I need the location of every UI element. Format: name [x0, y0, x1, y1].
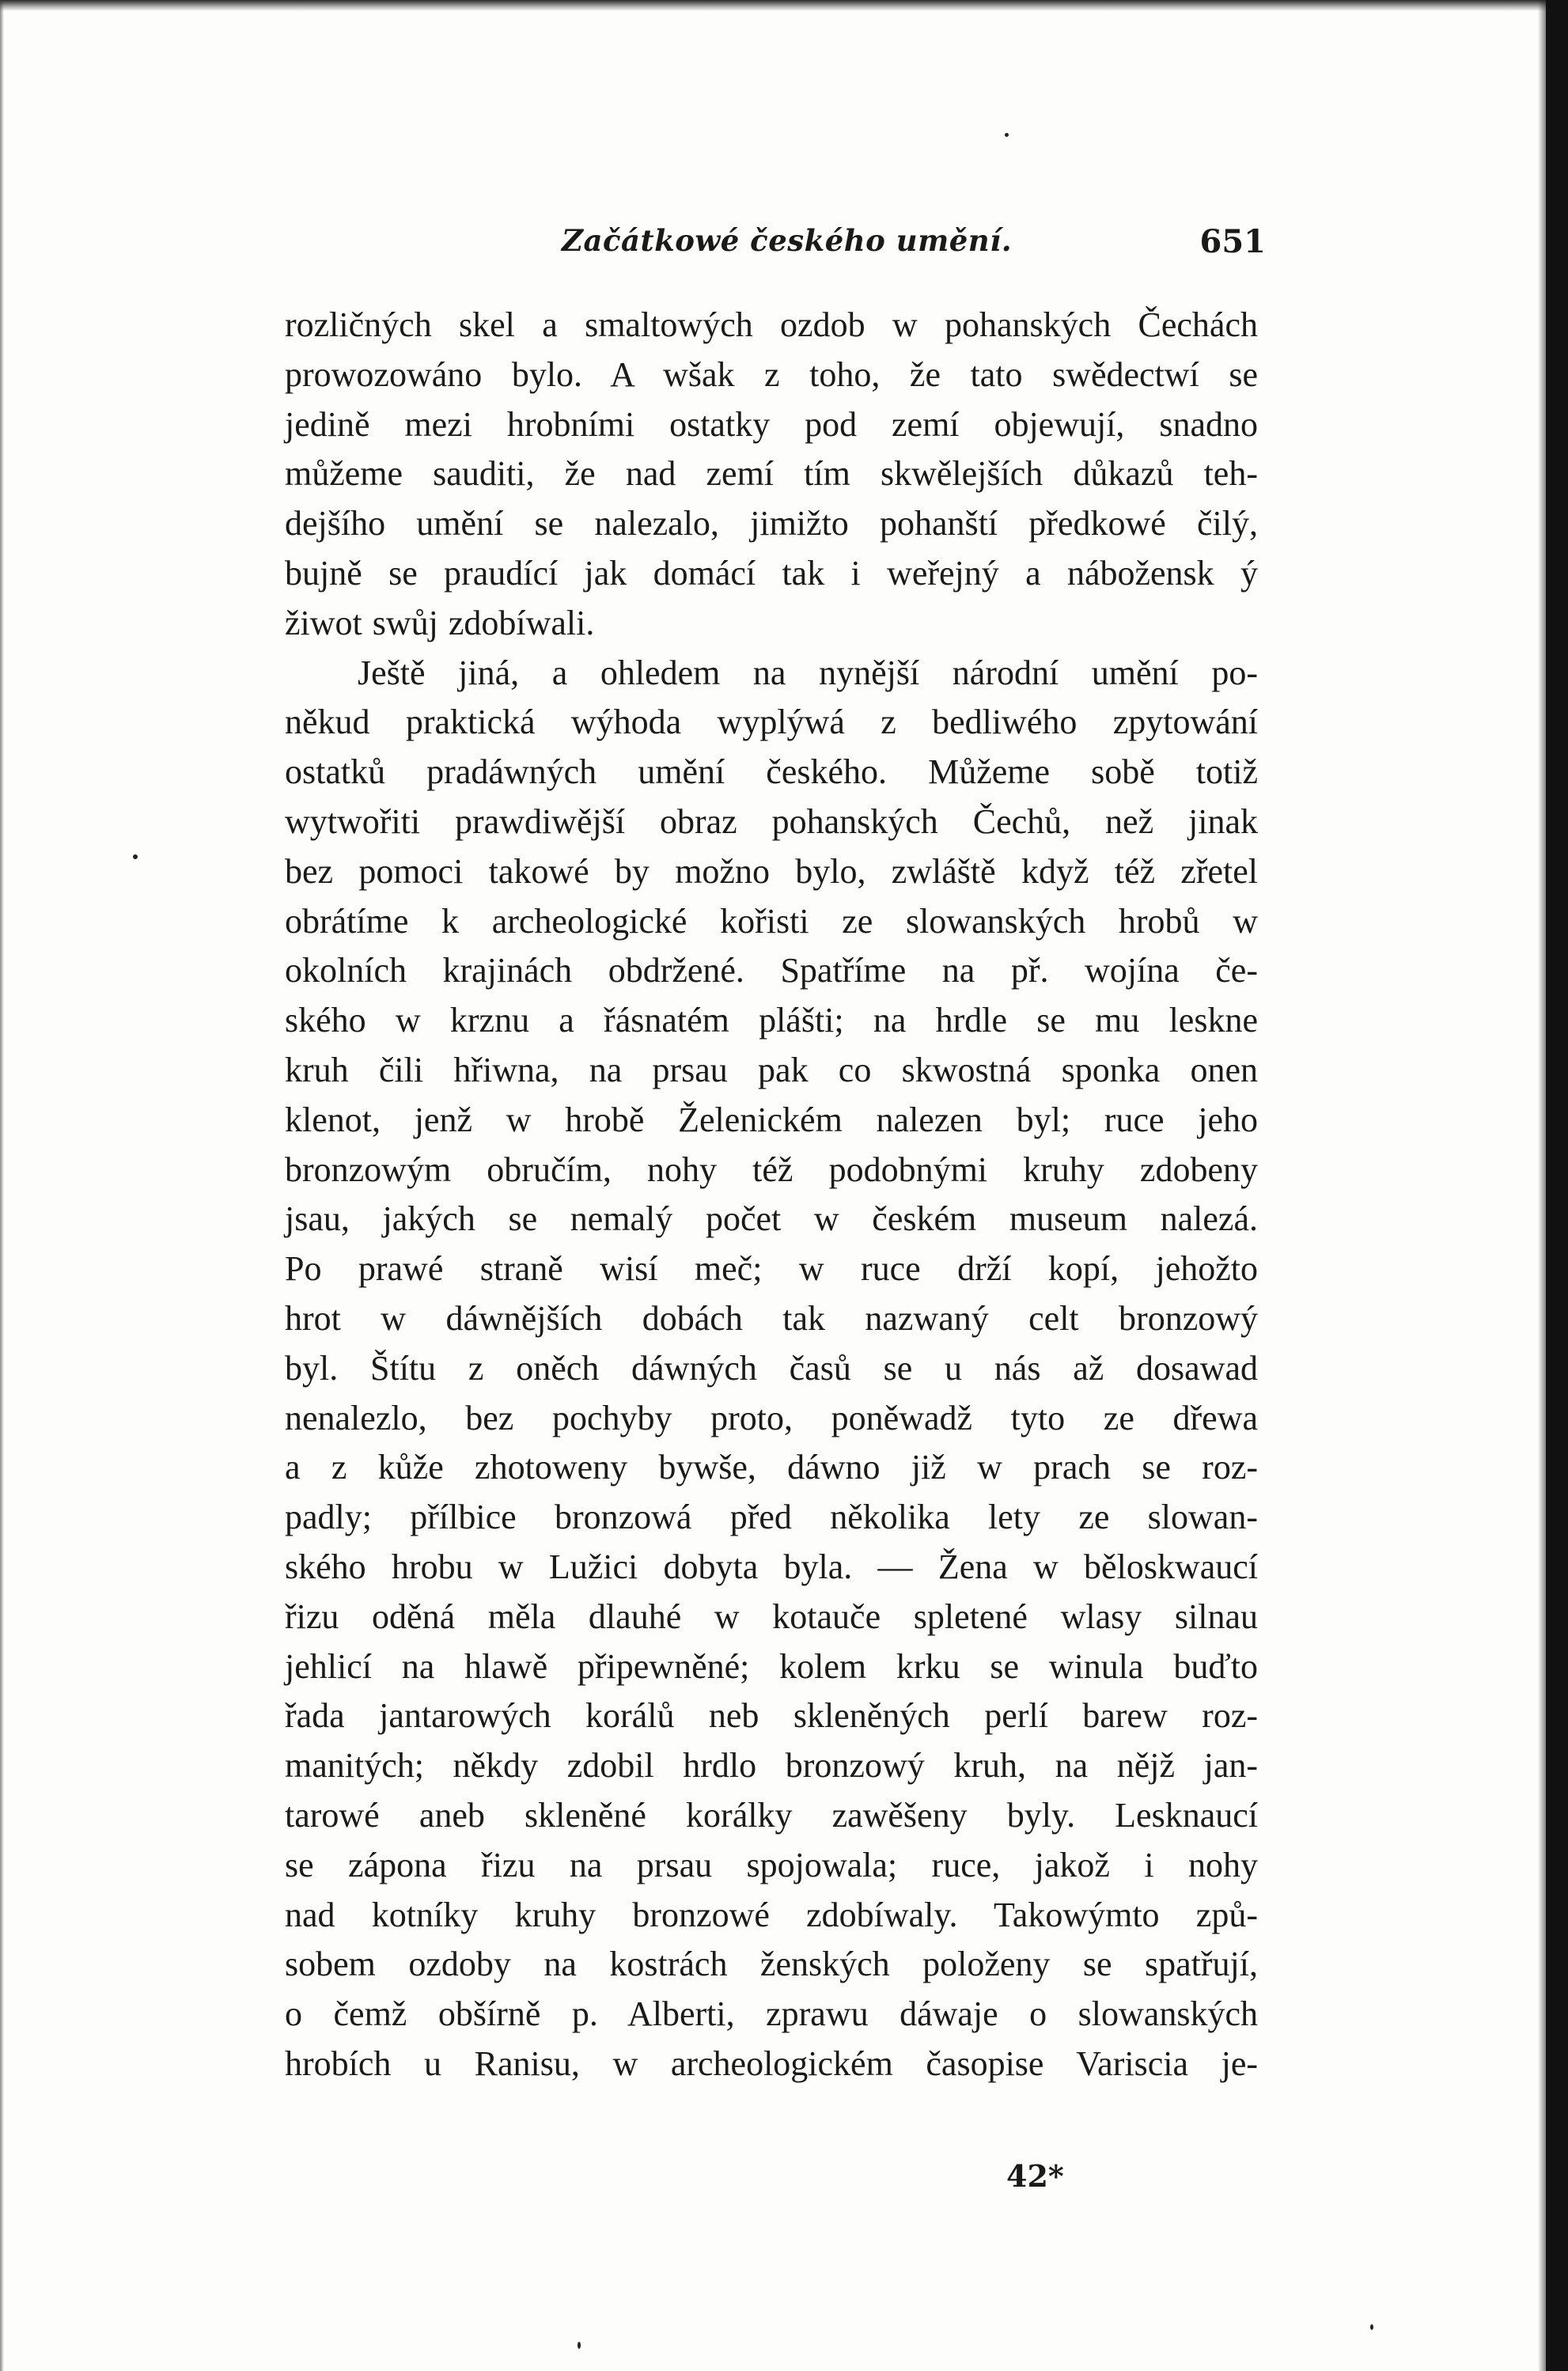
text-line: okolních krajinách obdržené. Spatříme na př. wojína če-	[285, 951, 1258, 990]
text-line: ostatků pradáwných umění českého. Můžeme sobě totiž	[285, 752, 1258, 792]
text-line: bujně se praudící jak domácí tak i weřejný a nábožensk ý	[285, 553, 1258, 593]
text-line: hrobích u Ranisu, w archeologickém časopise Variscia je-	[285, 2043, 1258, 2083]
text-line: obrátíme k archeologické kořisti ze slowanských hrobů w	[285, 901, 1258, 941]
text-line: můžeme sauditi, že nad zemí tím skwělejších důkazů teh-	[285, 454, 1258, 494]
text-line: Po prawé straně wisí meč; w ruce drží kopí, jehožto	[285, 1249, 1258, 1289]
text-line: nenalezlo, bez pochyby proto, poněwadž tyto ze dřewa	[285, 1398, 1258, 1437]
text-line: klenot, jenž w hrobě Želenickém nalezen byl; ruce jeho	[285, 1100, 1258, 1139]
text-line: nad kotníky kruhy bronzowé zdobíwaly. Takowýmto způ-	[285, 1895, 1258, 1934]
text-line: jsau, jakých se nemalý počet w českém museum nalezá.	[285, 1199, 1258, 1239]
text-line: jehlicí na hlawě připewněné; kolem krku se winula buďto	[285, 1646, 1258, 1686]
signature-mark: 42*	[1006, 2158, 1064, 2194]
text-line: o čemž obšírně p. Alberti, zprawu dáwaje o slowanských	[285, 1994, 1258, 2034]
text-line: wytwořiti prawdiwější obraz pohanských Čechů, než jinak	[285, 801, 1258, 841]
scan-edge-top	[0, 0, 1568, 11]
running-title: Začátkowé českého umění.	[562, 223, 1013, 258]
scan-speck	[578, 2342, 581, 2349]
text-line: jedině mezi hrobními ostatky pod zemí objewují, snadno	[285, 404, 1258, 444]
page-number: 651	[1199, 223, 1266, 260]
text-line: hrot w dáwnějších dobách tak nazwaný celt bronzowý	[285, 1298, 1258, 1338]
scan-speck	[1370, 2324, 1373, 2330]
text-line: někud praktická wýhoda wyplýwá z bedliwého zpytowání	[285, 703, 1258, 742]
text-line: byl. Štítu z oněch dáwných časů se u nás až dosawad	[285, 1348, 1258, 1388]
text-line: řizu oděná měla dlauhé w kotauče spletené wlasy silnau	[285, 1596, 1258, 1636]
text-line: sobem ozdoby na kostrách ženských položeny se spatřují,	[285, 1945, 1258, 1984]
text-line: rozličných skel a smaltowých ozdob w pohanských Čechách	[285, 305, 1258, 344]
text-line: kruh čili hřiwna, na prsau pak co skwostná sponka onen	[285, 1050, 1258, 1089]
scan-speck	[1005, 133, 1009, 137]
text-line: a z kůže zhotoweny bywše, dáwno již w prach se roz-	[285, 1448, 1258, 1487]
text-line: tarowé aneb skleněné korálky zawěšeny byly. Lesknaucí	[285, 1795, 1258, 1835]
scan-edge-left	[0, 0, 4, 2371]
text-line: Ještě jiná, a ohledem na nynější národní umění po-	[358, 653, 1258, 692]
text-line: žiwot swůj zdobíwali.	[285, 603, 595, 642]
text-line: se zápona řizu na prsau spojowala; ruce, jakož i nohy	[285, 1845, 1258, 1884]
text-line: prowozowáno bylo. A wšak z toho, že tato swědectwí se	[285, 354, 1258, 394]
scan-edge-right	[1546, 0, 1568, 2371]
text-line: dejšího umění se nalezalo, jimižto pohanští předkowé čilý,	[285, 504, 1258, 544]
text-line: řada jantarowých korálů neb skleněných perlí barew roz-	[285, 1696, 1258, 1736]
text-line: padly; přílbice bronzowá před několika lety ze slowan-	[285, 1498, 1258, 1537]
scan-speck	[133, 854, 138, 859]
running-head	[285, 223, 1266, 267]
text-line: ského hrobu w Lužici dobyta byla. — Žena w běloskwaucí	[285, 1547, 1258, 1586]
text-line: manitých; někdy zdobil hrdlo bronzowý kruh, na nějž jan-	[285, 1746, 1258, 1786]
text-line: ského w krznu a řásnatém plášti; na hrdle se mu leskne	[285, 1001, 1258, 1040]
text-line: bez pomoci takowé by možno bylo, zwláště když též zřetel	[285, 851, 1258, 891]
body-text	[285, 301, 1258, 2089]
text-line: bronzowým obručím, nohy též podobnými kruhy zdobeny	[285, 1150, 1258, 1189]
